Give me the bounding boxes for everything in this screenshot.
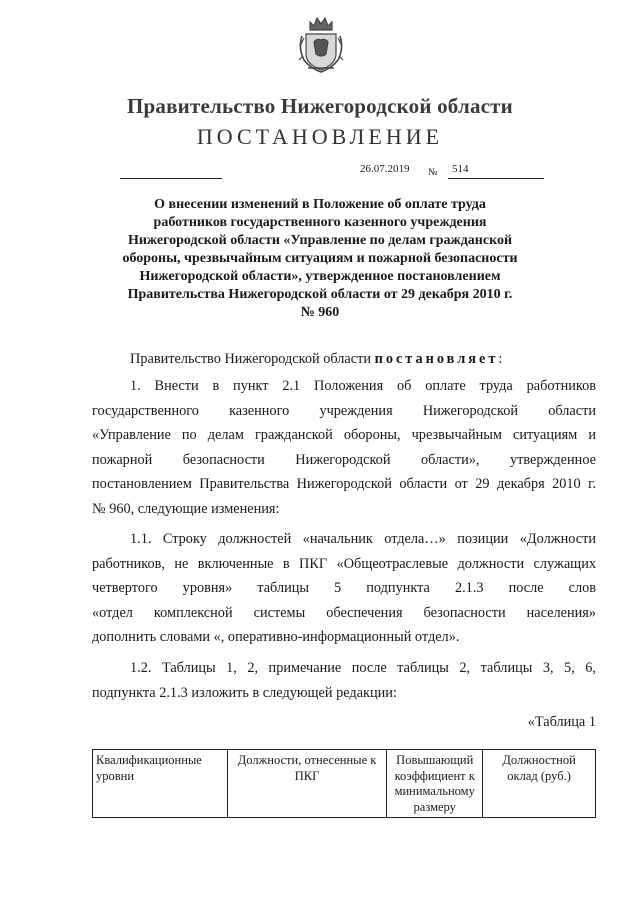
paragraph-line: № 960, следующие изменения:	[92, 500, 280, 517]
paragraph-line: четвертого уровня» таблицы 5 подпункта 2.1.3 после слов	[92, 580, 596, 596]
intro-prefix: Правительство Нижегородской области	[130, 351, 375, 367]
document-title	[96, 196, 544, 322]
intro-spaced-verb: постановляет	[374, 351, 499, 367]
title-line: работников государственного казенного учреждения	[153, 215, 487, 230]
title-line: Нижегородской области», утвержденное постановлением	[139, 269, 501, 284]
paragraph-line: дополнить словами «, оперативно-информационный отдел».	[92, 629, 460, 645]
paragraph-1-2	[92, 656, 596, 705]
document-number: 514	[452, 163, 469, 175]
paragraph-line: постановлением Правительства Нижегородской области от 29 декабря 2010 г.	[92, 476, 596, 492]
table-header-row	[93, 750, 596, 818]
paragraph-line: работников, не включенные в ПКГ «Общеотраслевые должности служащих	[92, 555, 596, 572]
title-line: № 960	[300, 305, 340, 320]
document-date: 26.07.2019	[360, 163, 410, 175]
intro-suffix: :	[498, 351, 503, 367]
paragraph-line: подпункта 2.1.3 изложить в следующей редакции:	[92, 684, 397, 701]
salary-table	[92, 749, 596, 818]
paragraph-line: 1.2. Таблицы 1, 2, примечание после таблицы 2, таблицы 3, 5, 6,	[130, 660, 596, 676]
signature-line	[120, 178, 222, 179]
table-header-cell: Должности, отнесенные к ПКГ	[227, 750, 386, 818]
paragraph-line: «отдел комплексной системы обеспечения безопасности населения»	[92, 604, 596, 621]
table-header-cell: Повышающий коэффициент к минимальному размеру	[387, 750, 483, 818]
intro-paragraph	[92, 347, 596, 372]
paragraph-line: 1. Внести в пункт 2.1 Положения об оплате труда работников	[130, 378, 596, 394]
paragraph-1	[92, 374, 596, 521]
organization-name: Правительство Нижегородской области	[127, 94, 513, 118]
title-line: обороны, чрезвычайным ситуациям и пожарной безопасности	[122, 251, 518, 266]
paragraph-line: «Управление по делам гражданской обороны, чрезвычайным ситуациям и	[92, 427, 596, 443]
table-caption: «Таблица 1	[527, 714, 596, 730]
title-line: Правительства Нижегородской области от 29 декабря 2010 г.	[127, 287, 513, 302]
document-type: ПОСТАНОВЛЕНИЕ	[196, 124, 444, 149]
paragraph-line: пожарной безопасности Нижегородской области», утвержденное	[92, 451, 596, 468]
coat-of-arms-emblem	[296, 12, 346, 74]
table-header-cell: Должностной оклад (руб.)	[483, 750, 596, 818]
title-line: О внесении изменений в Положение об оплате труда	[154, 197, 486, 212]
number-line	[448, 178, 544, 179]
paragraph-line: государственного казенного учреждения Нижегородской области	[92, 402, 596, 419]
table-header-cell: Квалификационные уровни	[93, 750, 228, 818]
title-line: Нижегородской области «Управление по делам гражданской	[127, 233, 513, 248]
number-sign: №	[428, 167, 438, 178]
paragraph-1-1	[92, 527, 596, 650]
paragraph-line: 1.1. Строку должностей «начальник отдела…» позиции «Должности	[130, 531, 596, 547]
